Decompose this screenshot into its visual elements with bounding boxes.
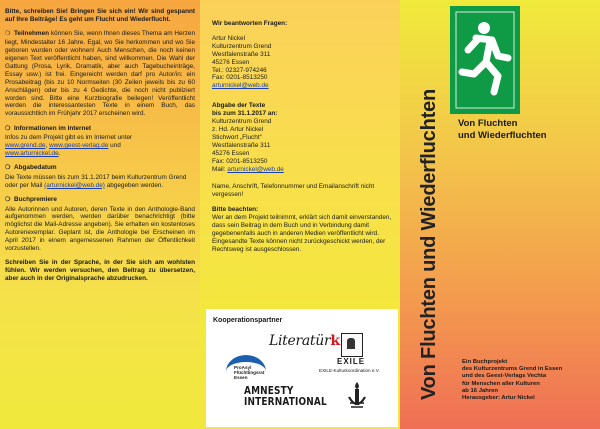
link-arturnickel[interactable]: www.arturnickel.de xyxy=(5,150,59,157)
proasyl-line: ProAsyl xyxy=(234,365,252,370)
abgabe-heading-row xyxy=(5,164,195,173)
mail-row xyxy=(212,166,392,174)
abgabe-mail-link[interactable]: (arturnickel@web.de) xyxy=(44,181,105,189)
abgabe-text-row xyxy=(5,174,195,190)
reminder-text: Name, Anschrift, Telefonnummer und Emailanschrift nicht vergessen! xyxy=(212,183,375,199)
abgabe-heading: Abgabedatum xyxy=(14,164,57,172)
exile-name: EXILE xyxy=(337,357,366,366)
right-footer xyxy=(462,359,562,402)
beachten-heading: Bitte beachten: xyxy=(212,206,259,214)
premiere-heading-row xyxy=(5,196,195,205)
amnesty-candle-icon xyxy=(346,381,368,415)
contact-line: 45276 Essen xyxy=(212,58,250,66)
abgabe-heading-date: bis zum 31.1.2017 an: xyxy=(212,110,278,118)
beachten-block xyxy=(212,206,392,253)
contact-line: Fax: 0201-8513250 xyxy=(212,74,268,82)
bullet-icon: ❍ xyxy=(5,31,11,38)
address-line: Kulturzentrum Grend xyxy=(212,118,272,126)
address-line: Fax: 0201-8513250 xyxy=(212,157,268,165)
middle-panel-text xyxy=(212,20,392,254)
address-line: z. Hd. Artur Nickel xyxy=(212,125,264,133)
footer-line: für Menschen aller Kulturen xyxy=(462,380,540,387)
left-panel-text xyxy=(5,8,195,290)
beachten-text: Wer an dem Projekt teilnimmt, erklärt sich damit einverstanden, dass sein Beitrag in dem Buch und in Verbindung damit gegebenenfalls auch in anderen Medien veröffentlicht wird. Eingesandte Texte können nicht zurückgeschickt werden, der Rechtsweg ist ausgeschlossen. xyxy=(212,214,392,253)
contact-mail-link[interactable]: arturnickel@web.de xyxy=(212,82,269,90)
proasyl-line: Flüchtlingsrat xyxy=(234,370,265,375)
exile-logo-icon xyxy=(341,333,363,357)
contact-line: Westfalenstraße 311 xyxy=(212,50,271,58)
intro-paragraph: Bitte, schreiben Sie! Bringen Sie sich ein! Wir sind gespannt auf Ihre Beiträge! Es geht um Flucht und Wiederflucht. xyxy=(5,8,195,23)
partners-title: Kooperationspartner xyxy=(213,317,283,324)
left-panel xyxy=(0,0,200,429)
emergency-exit-sign-icon xyxy=(450,6,520,114)
proasyl-line: Essen xyxy=(234,375,248,380)
address-line: Westfalenstraße 311 xyxy=(212,141,271,149)
literatuerk-logo xyxy=(269,333,340,349)
abgabe-tail: abgegeben werden. xyxy=(106,181,164,189)
internet-heading: Informationen im Internet xyxy=(14,124,92,132)
sprache-paragraph: Schreiben Sie in der Sprache, in der Sie sich am wohlsten fühlen. Wir werden versuchen, den Beitrag zu übersetzen, aber auch in der Originalsprache abzudrucken. xyxy=(5,259,195,283)
amnesty-logo xyxy=(244,386,327,408)
partners-box xyxy=(206,309,398,427)
exile-subtitle: EXILE-Kulturkoordination e.V. xyxy=(319,368,380,373)
abgabe-mail-link[interactable]: arturnickel@web.de xyxy=(227,165,284,173)
abgabe-text: Die Texte müssen bis zum 31.1.2017 beim Kulturzentrum Grend oder per Mail xyxy=(5,173,187,189)
footer-line: Herausgeber: Artur Nickel xyxy=(462,395,535,402)
contact-line: Artur Nickel xyxy=(212,34,246,42)
contact-line: Kulturzentrum Grend xyxy=(212,42,272,50)
internet-text-row: Infos zu dem Projekt gibt es im Internet unter www.grend.de, www.geest-verlag.de und www.arturnickel.de. xyxy=(5,134,133,157)
footer-line: Ein Buchprojekt xyxy=(462,359,508,365)
questions-heading: Wir beantworten Fragen: xyxy=(212,20,288,27)
abgabe-address-block xyxy=(212,102,392,173)
internet-heading-row xyxy=(5,125,195,134)
address-line: 45276 Essen xyxy=(212,149,250,157)
right-subtitle xyxy=(458,118,547,142)
internet-text: Infos zu dem Projekt gibt es im Internet unter xyxy=(5,134,133,142)
amnesty-line: INTERNATIONAL xyxy=(244,396,327,408)
subtitle-line: und Wiederfluchten xyxy=(458,130,547,141)
vertical-title-wrap xyxy=(402,88,452,426)
subtitle-line: Von Fluchten xyxy=(458,118,518,129)
vertical-title: Von Fluchten und Wiederfluchten xyxy=(418,88,440,400)
footer-line: des Kulturzentrums Grend in Essen xyxy=(462,366,563,373)
abgabe-section xyxy=(5,164,195,189)
and-word: und xyxy=(110,142,121,150)
premiere-heading: Buchpremiere xyxy=(14,196,57,204)
bullet-icon: ❍ xyxy=(5,125,11,132)
amnesty-line: AMNESTY xyxy=(244,385,294,397)
link-grend[interactable]: www.grend.de xyxy=(5,142,46,150)
literatuerk-text: Literatür xyxy=(269,333,331,349)
mail-label: Mail: xyxy=(212,165,226,173)
bullet-icon: ❍ xyxy=(5,197,11,204)
teilnehmen-text: können Sie, wenn Ihnen dieses Thema am Herzen liegt, Mindestalter 16 Jahre. Egal, wo Sie herkommen und wo Sie geboren wurden oder wohnen! Auch Menschen, die noch keinen eigenen Text veröffentlicht haben, sind willkommen. Die Wahl der Gattung (Prosa, Lyrik, Dramatik, aber auch Tagebucheinträge, Essay usw.) ist frei. Eingereicht werden darf pro Autor/in: ein Prosabeitrag (bis zu 10 Normseiten (30 Zeilen jeweils bis zu 60 Anschlägen) oder bis zu 4 Gedichte, die noch nicht publiziert worden sind. Bitte eine Kurzbiografie beilegen! Veröffentlicht werden die interessantesten Texte in einem Buch, das voraussichtlich im Frühjahr 2017 erscheinen wird. xyxy=(5,30,195,118)
bullet-icon: ❍ xyxy=(5,165,11,172)
abgabe-heading: Abgabe der Texte xyxy=(212,102,266,110)
address-line: Stichwort „Flucht“ xyxy=(212,133,262,141)
premiere-section xyxy=(5,196,195,253)
teilnehmen-heading: Teilnehmen xyxy=(14,30,50,38)
footer-line: und des Geest-Verlags Vechta xyxy=(462,373,547,380)
literatuerk-k: k xyxy=(330,333,340,349)
link-geest-verlag[interactable]: www.geest-verlag.de xyxy=(49,142,109,150)
footer-line: ab 16 Jahren xyxy=(462,387,499,394)
proasyl-logo xyxy=(220,355,280,385)
teilnehmen-paragraph xyxy=(5,30,195,118)
internet-section xyxy=(5,125,195,158)
contact-line: Tel.: 02327-974246 xyxy=(212,66,267,74)
proasyl-text xyxy=(234,365,264,380)
premiere-text: Alle Autorinnen und Autoren, deren Texte in den Anthologie-Band aufgenommen werden, werden darüber benachrichtigt (bitte möglichst die Mail-Adresse angeben). Sie erhalten ein kostenloses Autorenexemplar. Geplant ist, die Anthologie bei Erscheinen im April 2017 in einem angemessenen Rahmen der Öffentlichkeit vorzustellen. xyxy=(5,205,195,253)
questions-block xyxy=(212,20,392,90)
